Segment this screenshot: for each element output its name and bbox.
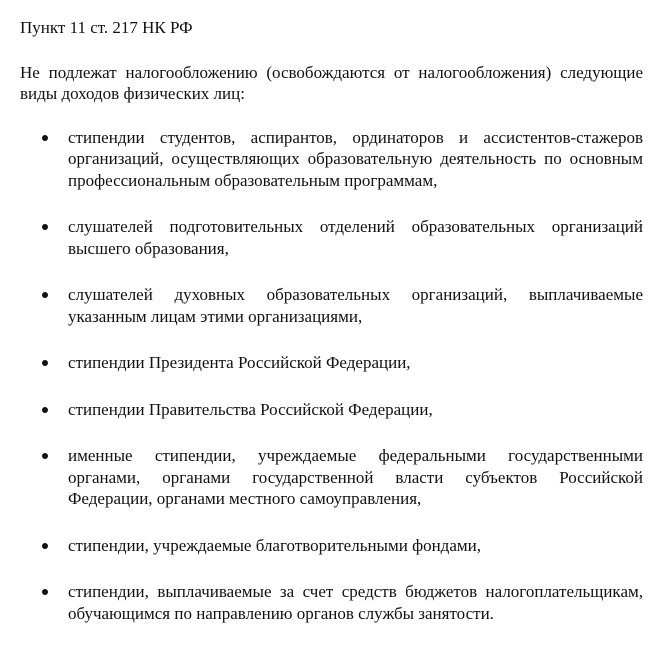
list-item-text: стипендии Президента Российской Федерации, — [68, 353, 411, 372]
bullet-icon — [42, 543, 48, 549]
bullet-icon — [42, 407, 48, 413]
list-item-text: слушателей духовных образовательных организаций, выплачиваемые указанным лицам этими организациями, — [68, 285, 643, 326]
bullet-icon — [42, 224, 48, 230]
document-page — [20, 17, 643, 649]
bullet-icon — [42, 453, 48, 459]
document-title: Пункт 11 ст. 217 НК РФ — [20, 18, 193, 37]
intro-paragraph: Не подлежат налогообложению (освобождаются от налогообложения) следующие виды доходов физических лиц: — [20, 62, 643, 103]
list-item — [20, 445, 643, 510]
exempt-income-list — [20, 127, 643, 625]
list-item — [20, 352, 643, 374]
list-item — [20, 216, 643, 259]
bullet-icon — [42, 135, 48, 141]
list-item-text: именные стипендии, учреждаемые федеральными государственными органами, органами государственной власти субъектов Российской Федерации, органами местного самоуправления, — [68, 446, 643, 508]
bullet-icon — [42, 360, 48, 366]
list-item — [20, 581, 643, 624]
list-item — [20, 399, 643, 421]
list-item — [20, 535, 643, 557]
list-item — [20, 284, 643, 327]
bullet-icon — [42, 292, 48, 298]
list-item-text: стипендии студентов, аспирантов, ординаторов и ассистентов-стажеров организаций, осуществляющих образовательную деятельность по основным профессиональным образовательным программам, — [68, 127, 643, 190]
list-item-text: стипендии, выплачиваемые за счет средств бюджетов налогоплательщикам, обучающимся по направлению органов службы занятости. — [68, 582, 643, 623]
bullet-icon — [42, 589, 48, 595]
list-item-text: стипендии, учреждаемые благотворительными фондами, — [68, 535, 481, 555]
list-item-text: стипендии Правительства Российской Федерации, — [68, 399, 433, 419]
list-item-text: слушателей подготовительных отделений образовательных организаций высшего образования, — [68, 217, 643, 258]
list-item — [20, 127, 643, 192]
